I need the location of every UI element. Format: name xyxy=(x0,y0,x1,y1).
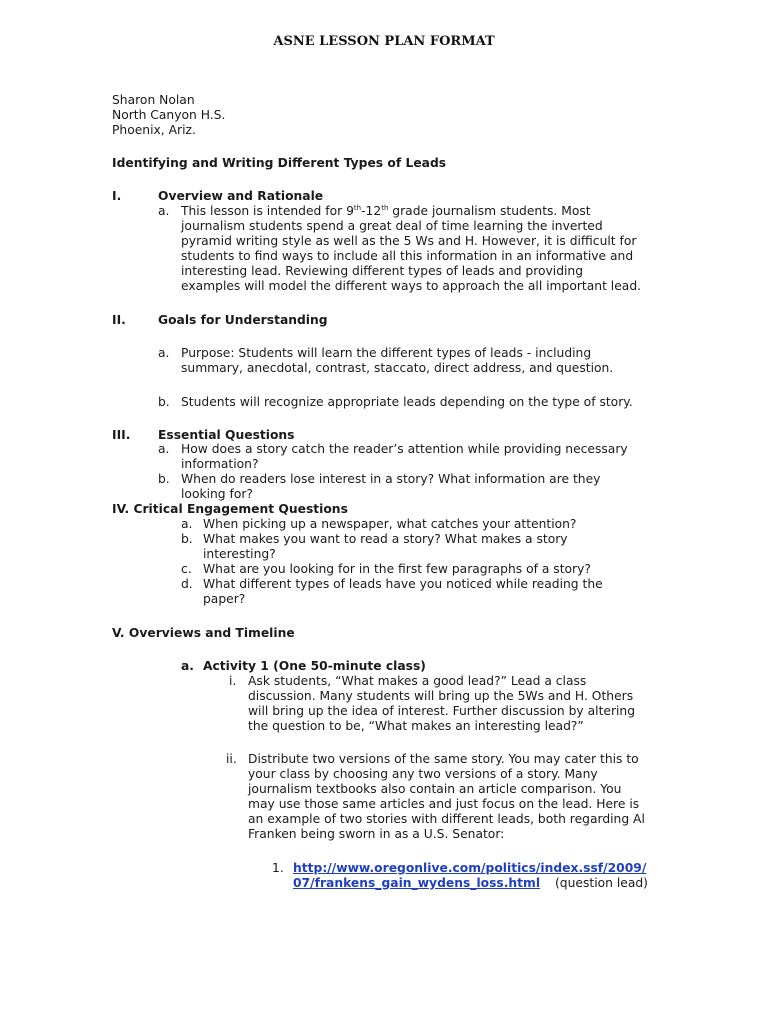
lesson-title: Identifying and Writing Different Types of Leads xyxy=(112,156,447,170)
list-marker: a. xyxy=(158,204,170,218)
list-item-text: information? xyxy=(181,457,259,471)
list-marker: i. xyxy=(229,674,237,688)
article-link[interactable] xyxy=(293,876,540,891)
list-item-text: What are you looking for in the first few paragraphs of a story? xyxy=(203,562,591,576)
link-note: (question lead) xyxy=(555,876,648,890)
list-item-text: Students will recognize appropriate leads depending on the type of story. xyxy=(181,395,633,409)
author-name: Sharon Nolan xyxy=(112,93,195,107)
list-item-text: looking for? xyxy=(181,487,253,501)
list-item-text: When picking up a newspaper, what catches your attention? xyxy=(203,517,577,531)
section-heading: IV. Critical Engagement Questions xyxy=(112,502,348,516)
section-heading: Overview and Rationale xyxy=(158,189,324,203)
list-item-text: examples will model the different ways to approach the all important lead. xyxy=(181,279,642,293)
list-item-text: What makes you want to read a story? What makes a story xyxy=(203,532,568,546)
list-item-text: interesting? xyxy=(203,547,276,561)
article-link[interactable] xyxy=(293,861,646,876)
list-marker: a. xyxy=(181,517,193,531)
list-item-text: will bring up the idea of interest. Further discussion by altering xyxy=(248,704,636,718)
list-marker: c. xyxy=(181,562,192,576)
list-marker: 1. xyxy=(272,861,284,875)
list-marker: b. xyxy=(181,532,193,546)
article-link-text[interactable]: 07/frankens_gain_wydens_loss.html xyxy=(293,876,541,890)
list-item-text: your class by choosing any two versions of a story. Many xyxy=(248,767,598,781)
list-item-text: How does a story catch the reader’s attention while providing necessary xyxy=(181,442,628,456)
list-marker: b. xyxy=(158,472,170,486)
list-item-text: an example of two stories with different leads, both regarding Al xyxy=(248,812,645,826)
author-school: North Canyon H.S. xyxy=(112,108,226,122)
list-item-text: students to find ways to include all this information in an informative and xyxy=(181,249,634,263)
list-marker: a. xyxy=(181,659,194,673)
author-location: Phoenix, Ariz. xyxy=(112,123,196,137)
list-item-text: discussion. Many students will bring up the 5Ws and H. Others xyxy=(248,689,634,703)
list-item-text: Distribute two versions of the same story. You may cater this to xyxy=(248,752,639,766)
list-item-text: When do readers lose interest in a story? What information are they xyxy=(181,472,601,486)
list-item-text: journalism textbooks also contain an article comparison. You xyxy=(248,782,622,796)
list-marker: a. xyxy=(158,442,170,456)
list-item-text: summary, anecdotal, contrast, staccato, direct address, and question. xyxy=(181,361,614,375)
list-item-text: This lesson is intended for 9th-12th grade journalism students. Most xyxy=(181,204,591,218)
list-item-text: What different types of leads have you noticed while reading the xyxy=(203,577,603,591)
section-number: II. xyxy=(112,313,126,327)
list-item-text: interesting lead. Reviewing different types of leads and providing xyxy=(181,264,584,278)
list-item-text: may use those same articles and just focus on the lead. Here is xyxy=(248,797,640,811)
section-heading: V. Overviews and Timeline xyxy=(112,626,295,640)
document-title: ASNE LESSON PLAN FORMAT xyxy=(273,34,495,49)
section-number: III. xyxy=(112,428,131,442)
section-number: I. xyxy=(112,189,122,203)
list-marker: d. xyxy=(181,577,193,591)
section-heading: Essential Questions xyxy=(158,428,295,442)
list-item-text: Purpose: Students will learn the different types of leads - including xyxy=(181,346,592,360)
list-marker: b. xyxy=(158,395,170,409)
article-link-text[interactable]: http://www.oregonlive.com/politics/index.ssf/2009/ xyxy=(293,861,647,875)
list-marker: ii. xyxy=(226,752,237,766)
list-item-text: paper? xyxy=(203,592,246,606)
list-item-text: journalism students spend a great deal of time learning the inverted xyxy=(181,219,603,233)
list-marker: a. xyxy=(158,346,170,360)
list-item-text: Franken being sworn in as a U.S. Senator: xyxy=(248,827,505,841)
section-heading: Goals for Understanding xyxy=(158,313,328,327)
activity-heading: Activity 1 (One 50-minute class) xyxy=(203,659,426,673)
list-item-text: Ask students, “What makes a good lead?” Lead a class xyxy=(248,674,587,688)
list-item-text: the question to be, “What makes an interesting lead?” xyxy=(248,719,584,733)
list-item-text: pyramid writing style as well as the 5 Ws and H. However, it is difficult for xyxy=(181,234,637,248)
